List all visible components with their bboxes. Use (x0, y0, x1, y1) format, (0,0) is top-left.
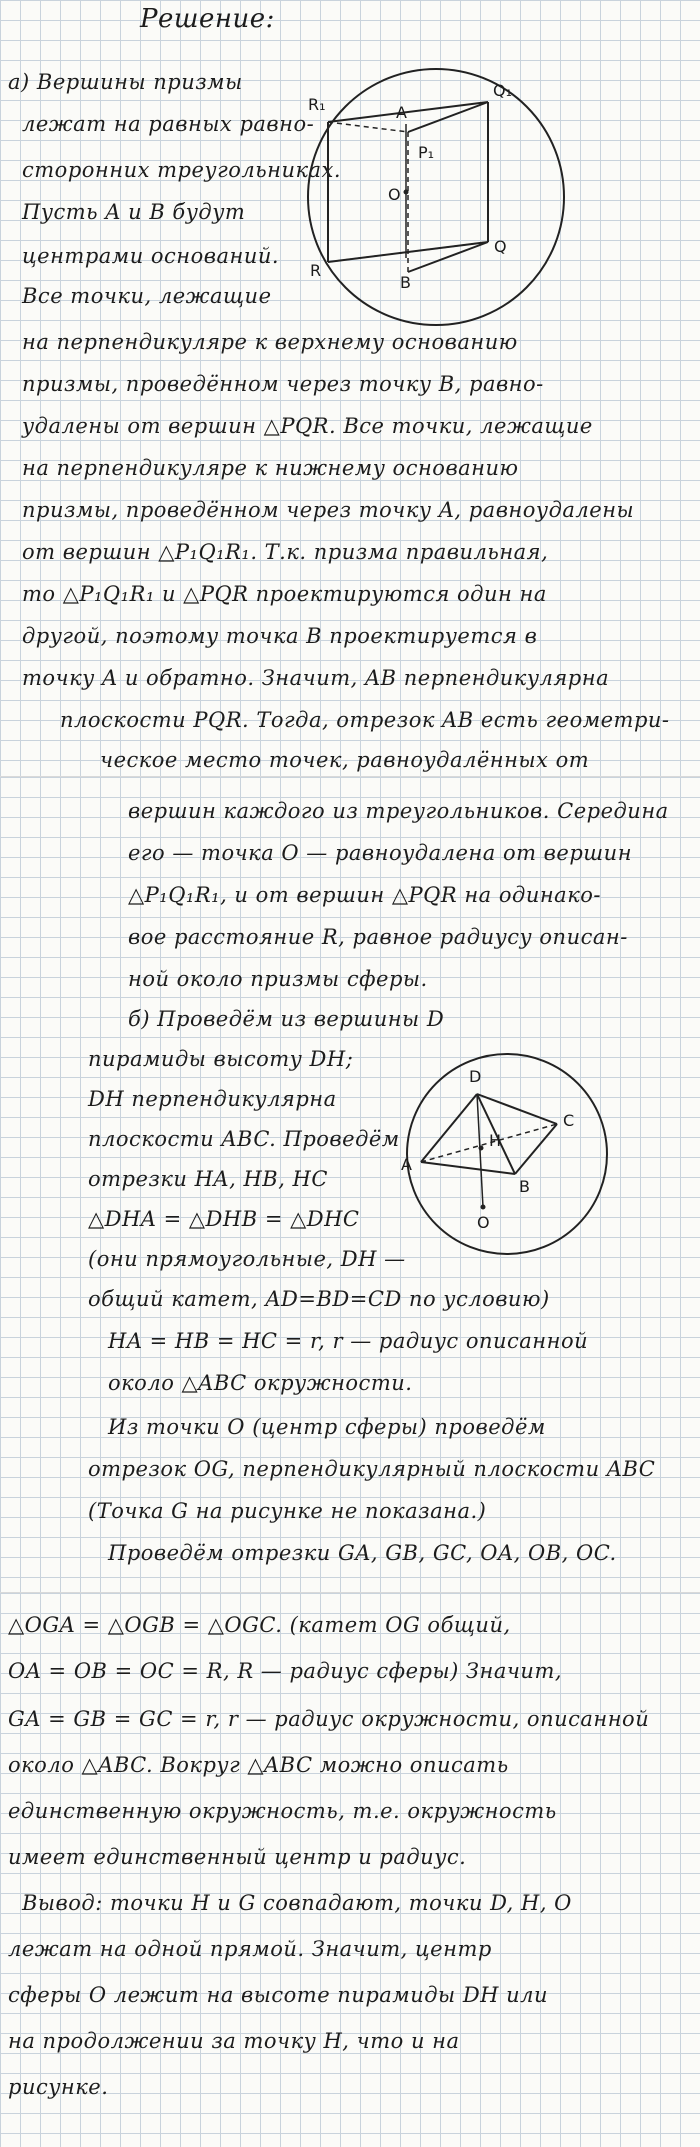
label-O: O (388, 185, 401, 204)
text-line: плоскости PQR. Тогда, отрезок AB есть геометри- (60, 708, 670, 732)
text-line: около △ABC. Вокруг △ABC можно описать (8, 1753, 509, 1777)
text-line: на перпендикуляре к верхнему основанию (22, 330, 518, 354)
solution-title: Решение: (140, 4, 275, 34)
label-O: O (477, 1213, 490, 1232)
label-R1: R₁ (308, 95, 326, 114)
notebook-page-3 (0, 1592, 700, 2147)
text-line: единственную окружность, т.е. окружность (8, 1799, 557, 1823)
text-line: отрезки HA, HB, HC (88, 1167, 328, 1191)
label-C: C (563, 1111, 575, 1130)
text-line: вое расстояние R, равное радиусу описан- (128, 925, 628, 949)
text-line: GA = GB = GC = r, r — радиус окружности, описанной (8, 1707, 650, 1731)
text-line: (Точка G на рисунке не показана.) (88, 1499, 487, 1523)
text-line: △DHA = △DHB = △DHC (88, 1207, 360, 1231)
text-line: ной около призмы сферы. (128, 967, 428, 991)
text-line: вершин каждого из треугольников. Середина (128, 799, 669, 823)
label-Q: Q (494, 237, 507, 256)
pyramid-sphere-figure (395, 1042, 620, 1267)
text-line: лежат на одной прямой. Значит, центр (8, 1937, 492, 1961)
text-line: пирамиды высоту DH; (88, 1047, 354, 1071)
label-D: D (469, 1067, 482, 1086)
label-B: B (519, 1177, 530, 1196)
label-A: A (396, 103, 407, 122)
text-line: другой, поэтому точка B проектируется в (22, 624, 538, 648)
text-line: лежат на равных равно- (22, 112, 315, 136)
text-line: около △ABC окружности. (108, 1371, 413, 1395)
text-line: (они прямоугольные, DH — (88, 1247, 406, 1271)
text-line: то △P₁Q₁R₁ и △PQR проектируются один на (22, 582, 547, 606)
text-line: на перпендикуляре к нижнему основанию (22, 456, 519, 480)
text-line: б) Проведём из вершины D (128, 1007, 445, 1031)
notebook-page-2 (0, 776, 700, 1607)
text-line: отрезок OG, перпендикулярный плоскости ABC (88, 1457, 656, 1481)
text-line: на продолжении за точку H, что и на (8, 2029, 460, 2053)
text-line: OA = OB = OC = R, R — радиус сферы) Значит, (8, 1659, 563, 1683)
text-line: от вершин △P₁Q₁R₁. Т.к. призма правильная, (22, 540, 549, 564)
text-line: Все точки, лежащие (22, 284, 272, 308)
text-line: плоскости ABC. Проведём (88, 1127, 400, 1151)
text-line: имеет единственный центр и радиус. (8, 1845, 467, 1869)
text-line: призмы, проведённом через точку A, равноудалены (22, 498, 635, 522)
text-line: сферы O лежит на высоте пирамиды DH или (8, 1983, 549, 2007)
text-line: Проведём отрезки GA, GB, GC, OA, OB, OC. (108, 1541, 617, 1565)
label-P1: P₁ (418, 143, 435, 162)
text-line: △P₁Q₁R₁, и от вершин △PQR на одинако- (128, 883, 601, 907)
text-line: HA = HB = HC = r, r — радиус описанной (108, 1329, 589, 1353)
label-Q1: Q₁ (493, 81, 513, 100)
text-line: удалены от вершин △PQR. Все точки, лежащие (22, 414, 593, 438)
text-line: ческое место точек, равноудалённых от (100, 748, 590, 772)
text-line: DH перпендикулярна (88, 1087, 337, 1111)
text-line: Из точки O (центр сферы) проведём (108, 1415, 546, 1439)
label-H: H (489, 1131, 502, 1150)
text-line: рисунке. (8, 2075, 109, 2099)
text-line: общий катет, AD=BD=CD по условию) (88, 1287, 550, 1311)
text-line: Пусть A и B будут (22, 200, 246, 224)
text-line: центрами оснований. (22, 244, 280, 268)
text-line: а) Вершины призмы (8, 70, 243, 94)
label-B: B (400, 273, 411, 292)
prism-sphere-figure (288, 62, 588, 332)
text-line: призмы, проведённом через точку B, равно- (22, 372, 544, 396)
notebook-page-1 (0, 0, 700, 790)
text-line: △OGA = △OGB = △OGC. (катет OG общий, (8, 1613, 511, 1637)
text-line: сторонних треугольниках. (22, 158, 342, 182)
text-line: точку A и обратно. Значит, AB перпендикулярна (22, 666, 610, 690)
text-line: Вывод: точки H и G совпадают, точки D, H, O (22, 1891, 572, 1915)
label-A: A (401, 1155, 412, 1174)
label-R: R (310, 261, 322, 280)
text-line: его — точка O — равноудалена от вершин (128, 841, 633, 865)
